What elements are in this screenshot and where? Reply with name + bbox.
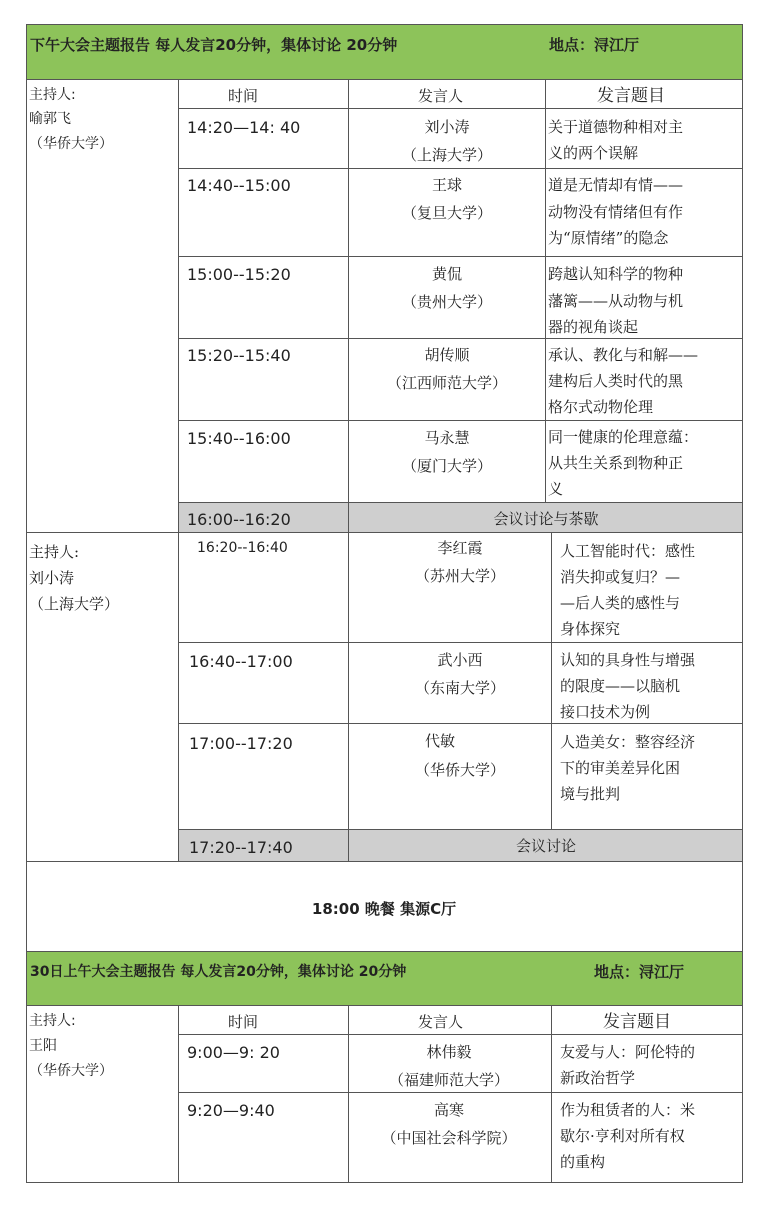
session2-host-name: 刘小涛 xyxy=(29,569,75,587)
talk-time: 15:20--15:40 xyxy=(187,346,291,365)
session2-host-label: 主持人: xyxy=(29,543,80,561)
session1-col-speaker: 发言人 xyxy=(418,87,464,105)
session3-host-label: 主持人: xyxy=(29,1013,76,1029)
session3-host-org: （华侨大学） xyxy=(29,1063,113,1079)
talk-topic-line: 友爱与人：阿伦特的 xyxy=(560,1043,696,1061)
talk-org: （苏州大学） xyxy=(414,567,505,585)
talk-org: （江西师范大学） xyxy=(386,374,507,392)
talk-topic-line: 歇尔·亨利对所有权 xyxy=(560,1127,685,1145)
talk-topic-line: 人造美女：整容经济 xyxy=(560,733,696,751)
session3-header-title: 30日上午大会主题报告 每人发言20分钟，集体讨论 20分钟 xyxy=(30,964,407,980)
talk-time: 15:00--15:20 xyxy=(187,265,291,284)
session3-col-time: 时间 xyxy=(228,1013,259,1031)
talk-topic-line: —后人类的感性与 xyxy=(560,594,681,612)
discussion-label: 会议讨论 xyxy=(515,837,576,855)
session1-host-org: （华侨大学） xyxy=(29,136,113,152)
talk-topic-line: 新政治哲学 xyxy=(560,1069,636,1087)
talk-topic-line: 义的两个误解 xyxy=(548,144,639,162)
talk-org: （中国社会科学院） xyxy=(381,1129,517,1147)
talk-topic-line: 承认、教化与和解—— xyxy=(548,346,699,364)
talk-org: （东南大学） xyxy=(414,679,505,697)
session2-host-org: （上海大学） xyxy=(29,595,120,613)
talk-topic-line: 的重构 xyxy=(560,1153,606,1171)
talk-topic-line: 消失抑或复归？— xyxy=(560,568,681,586)
talk-topic-line: 跨越认知科学的物种 xyxy=(548,265,684,283)
talk-topic-line: 的限度——以脑机 xyxy=(560,677,681,695)
talk-topic-line: 道是无情却有情—— xyxy=(548,176,684,194)
talk-org: （厦门大学） xyxy=(401,457,492,475)
talk-speaker: 王球 xyxy=(431,176,462,194)
talk-speaker: 胡传顺 xyxy=(424,346,470,364)
talk-time: 14:40--15:00 xyxy=(187,176,291,195)
talk-topic-line: 从共生关系到物种正 xyxy=(548,454,684,472)
talk-speaker: 马永慧 xyxy=(424,429,470,447)
talk-time: 16:20--16:40 xyxy=(197,540,288,556)
talk-org: （上海大学） xyxy=(401,146,492,164)
break-label: 会议讨论与茶歇 xyxy=(493,510,599,528)
break-time: 16:00--16:20 xyxy=(187,510,291,529)
session1-col-time: 时间 xyxy=(228,87,259,105)
talk-org: （复旦大学） xyxy=(401,204,492,222)
session3-host-name: 王阳 xyxy=(29,1038,57,1054)
talk-time: 9:00—9: 20 xyxy=(187,1043,280,1062)
session1-header-title: 下午大会主题报告 每人发言20分钟，集体讨论 20分钟 xyxy=(30,36,398,54)
talk-topic-line: 认知的具身性与增强 xyxy=(560,651,696,669)
talk-topic-line: 动物没有情绪但有作 xyxy=(548,203,684,221)
session3-header-location: 地点：浔江厅 xyxy=(594,963,685,981)
talk-speaker: 武小西 xyxy=(437,651,483,669)
talk-time: 15:40--16:00 xyxy=(187,429,291,448)
talk-speaker: 李红霞 xyxy=(437,539,483,557)
session1-host-name: 喻郭飞 xyxy=(29,111,71,127)
talk-topic-line: 境与批判 xyxy=(560,785,621,803)
talk-topic-line: 作为租赁者的人：米 xyxy=(560,1101,696,1119)
talk-topic-line: 器的视角谈起 xyxy=(548,318,639,336)
talk-topic-line: 下的审美差异化困 xyxy=(560,759,681,777)
talk-speaker: 林伟毅 xyxy=(426,1043,472,1061)
talk-topic-line: 义 xyxy=(548,480,564,498)
talk-topic-line: 格尔式动物伦理 xyxy=(548,398,654,416)
talk-time: 9:20—9:40 xyxy=(187,1101,275,1120)
talk-org: （福建师范大学） xyxy=(388,1071,509,1089)
session1-host-label: 主持人: xyxy=(29,87,76,103)
session3-col-topic: 发言题目 xyxy=(603,1012,671,1032)
talk-topic-line: 同一健康的伦理意蕴： xyxy=(548,428,699,446)
talk-topic-line: 为“原情绪”的隐念 xyxy=(548,229,669,247)
dinner-notice: 18:00 晚餐 集源C厅 xyxy=(311,900,457,918)
talk-topic-line: 藩篱——从动物与机 xyxy=(548,292,684,310)
talk-time: 14:20—14: 40 xyxy=(187,118,301,137)
talk-speaker: 高寒 xyxy=(433,1101,464,1119)
session1-header-location: 地点：浔江厅 xyxy=(549,36,640,54)
talk-speaker: 刘小涛 xyxy=(424,118,470,136)
talk-topic-line: 建构后人类时代的黑 xyxy=(548,372,684,390)
talk-topic-line: 人工智能时代：感性 xyxy=(560,542,696,560)
talk-speaker: 黄侃 xyxy=(431,265,462,283)
talk-topic-line: 关于道德物种相对主 xyxy=(548,118,684,136)
talk-time: 16:40--17:00 xyxy=(189,652,293,671)
session3-col-speaker: 发言人 xyxy=(418,1013,464,1031)
talk-org: （贵州大学） xyxy=(401,293,492,311)
session1-col-topic: 发言题目 xyxy=(597,86,665,106)
talk-topic-line: 接口技术为例 xyxy=(560,703,651,721)
talk-time: 17:00--17:20 xyxy=(189,734,293,753)
talk-topic-line: 身体探究 xyxy=(560,620,621,638)
talk-speaker: 代敏 xyxy=(424,732,455,750)
discussion-time: 17:20--17:40 xyxy=(189,838,293,857)
talk-org: （华侨大学） xyxy=(414,761,505,779)
